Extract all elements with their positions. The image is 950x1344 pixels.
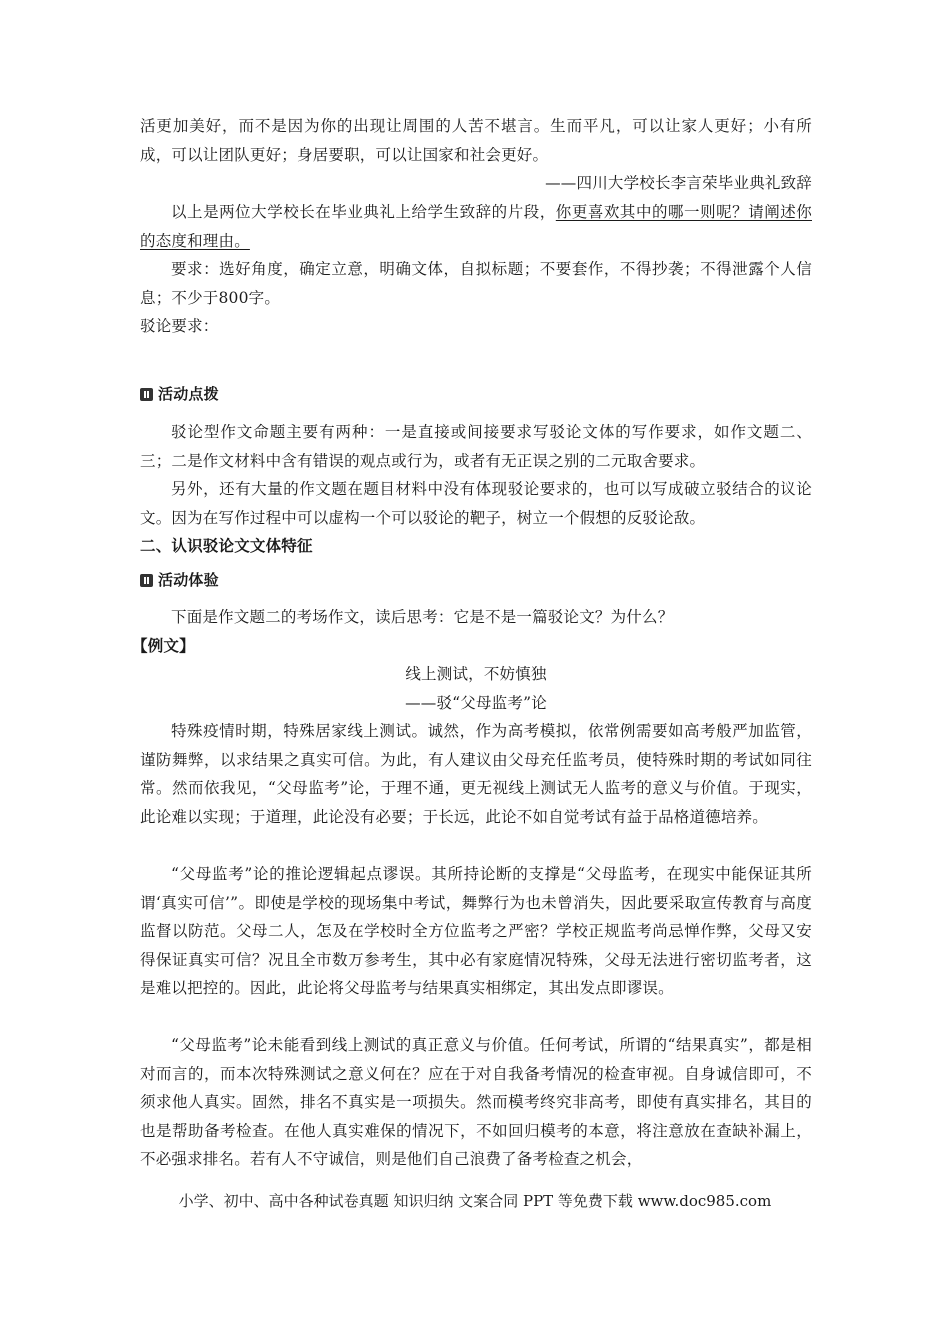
activity-exp-heading [140, 566, 812, 595]
activity-exp-label: 活动体验 [158, 571, 219, 589]
section-marker-icon [140, 574, 153, 587]
page-footer: 小学、初中、高中各种试卷真题 知识归纳 文案合同 PPT 等免费下载 www.doc985.com [178, 1192, 772, 1210]
essay-paragraph-2: “父母监考”论的推论逻辑起点谬误。其所持论断的支撑是“父母监考，在现实中能保证其所谓‘真实可信’”。即使是学校的现场集中考试，舞弊行为也未曾消失，因此要采取宣传教育与高度监督以防范。父母二人，怎及在学校时全方位监考之严密？学校正规监考尚忌惮作弊，父母又安得保证真实可信？况且全市数万参考生，其中必有家庭情况特殊，父母无法进行密切监考者，这是难以把控的。因此，此论将父母监考与结果真实相绑定，其出发点即谬误。 [140, 865, 812, 997]
requirement-paragraph: 要求：选好角度，确定立意，明确文体，自拟标题；不要套作，不得抄袭；不得泄露个人信息；不少于800字。 [140, 260, 812, 307]
task-question-underlined: 你更喜欢其中的哪一则呢？请阐述你的态度和理由。 [140, 203, 812, 250]
essay-subtitle: ——驳“父母监考”论 [405, 694, 547, 712]
essay-title: 线上测试，不妨慎独 [405, 665, 547, 683]
section-marker-icon [140, 388, 153, 401]
essay-paragraph-3: “父母监考”论未能看到线上测试的真正意义与价值。任何考试，所谓的“结果真实”，都是相对而言的，而本次特殊测试之意义何在？应在于对自我备考情况的检查审视。自身诚信即可，不须求他人真实。固然，排名不真实是一项损失。然而模考终究非高考，即使有真实排名，其目的也是帮助备考检查。在他人真实难保的情况下，不如回归模考的本意，将注意放在查缺补漏上，不必强求排名。若有人不守诚信，则是他们自己浪费了备考检查之机会， [140, 1036, 812, 1168]
activity-tip-heading [140, 380, 812, 409]
quote-attribution: ——四川大学校长李言荣毕业典礼致辞 [545, 174, 812, 192]
section-heading: 二、认识驳论文文体特征 [140, 537, 313, 555]
experience-prompt: 下面是作文题二的考场作文，读后思考：它是不是一篇驳论文？为什么？ [171, 608, 674, 626]
activity-tip-label: 活动点拨 [158, 385, 219, 403]
tip-paragraph-2: 另外，还有大量的作文题在题目材料中没有体现驳论要求的，也可以写成破立驳结合的议论文。因为在写作过程中可以虚构一个可以驳论的靶子，树立一个假想的反驳论敌。 [140, 480, 812, 527]
quote-paragraph: 活更加美好，而不是因为你的出现让周围的人苦不堪言。生而平凡，可以让家人更好；小有所成，可以让团队更好；身居要职，可以让国家和社会更好。 [140, 117, 812, 164]
essay-paragraph-1: 特殊疫情时期，特殊居家线上测试。诚然，作为高考模拟，依常例需要如高考般严加监管，谨防舞弊，以求结果之真实可信。为此，有人建议由父母充任监考员，使特殊时期的考试如同往常。然而依我见，“父母监考”论，于理不通，更无视线上测试无人监考的意义与价值。于现实，此论难以实现；于道理，此论没有必要；于长远，此论不如自觉考试有益于品格道德培养。 [140, 722, 812, 826]
example-label: 【例文】 [132, 637, 195, 655]
task-text: 以上是两位大学校长在毕业典礼上给学生致辞的片段， [171, 203, 556, 221]
task-paragraph [140, 198, 812, 255]
tip-paragraph-1: 驳论型作文命题主要有两种：一是直接或间接要求写驳论文体的写作要求，如作文题二、三；二是作文材料中含有错误的观点或行为，或者有无正误之别的二元取舍要求。 [140, 423, 812, 470]
refute-requirement-label: 驳论要求： [140, 317, 219, 335]
